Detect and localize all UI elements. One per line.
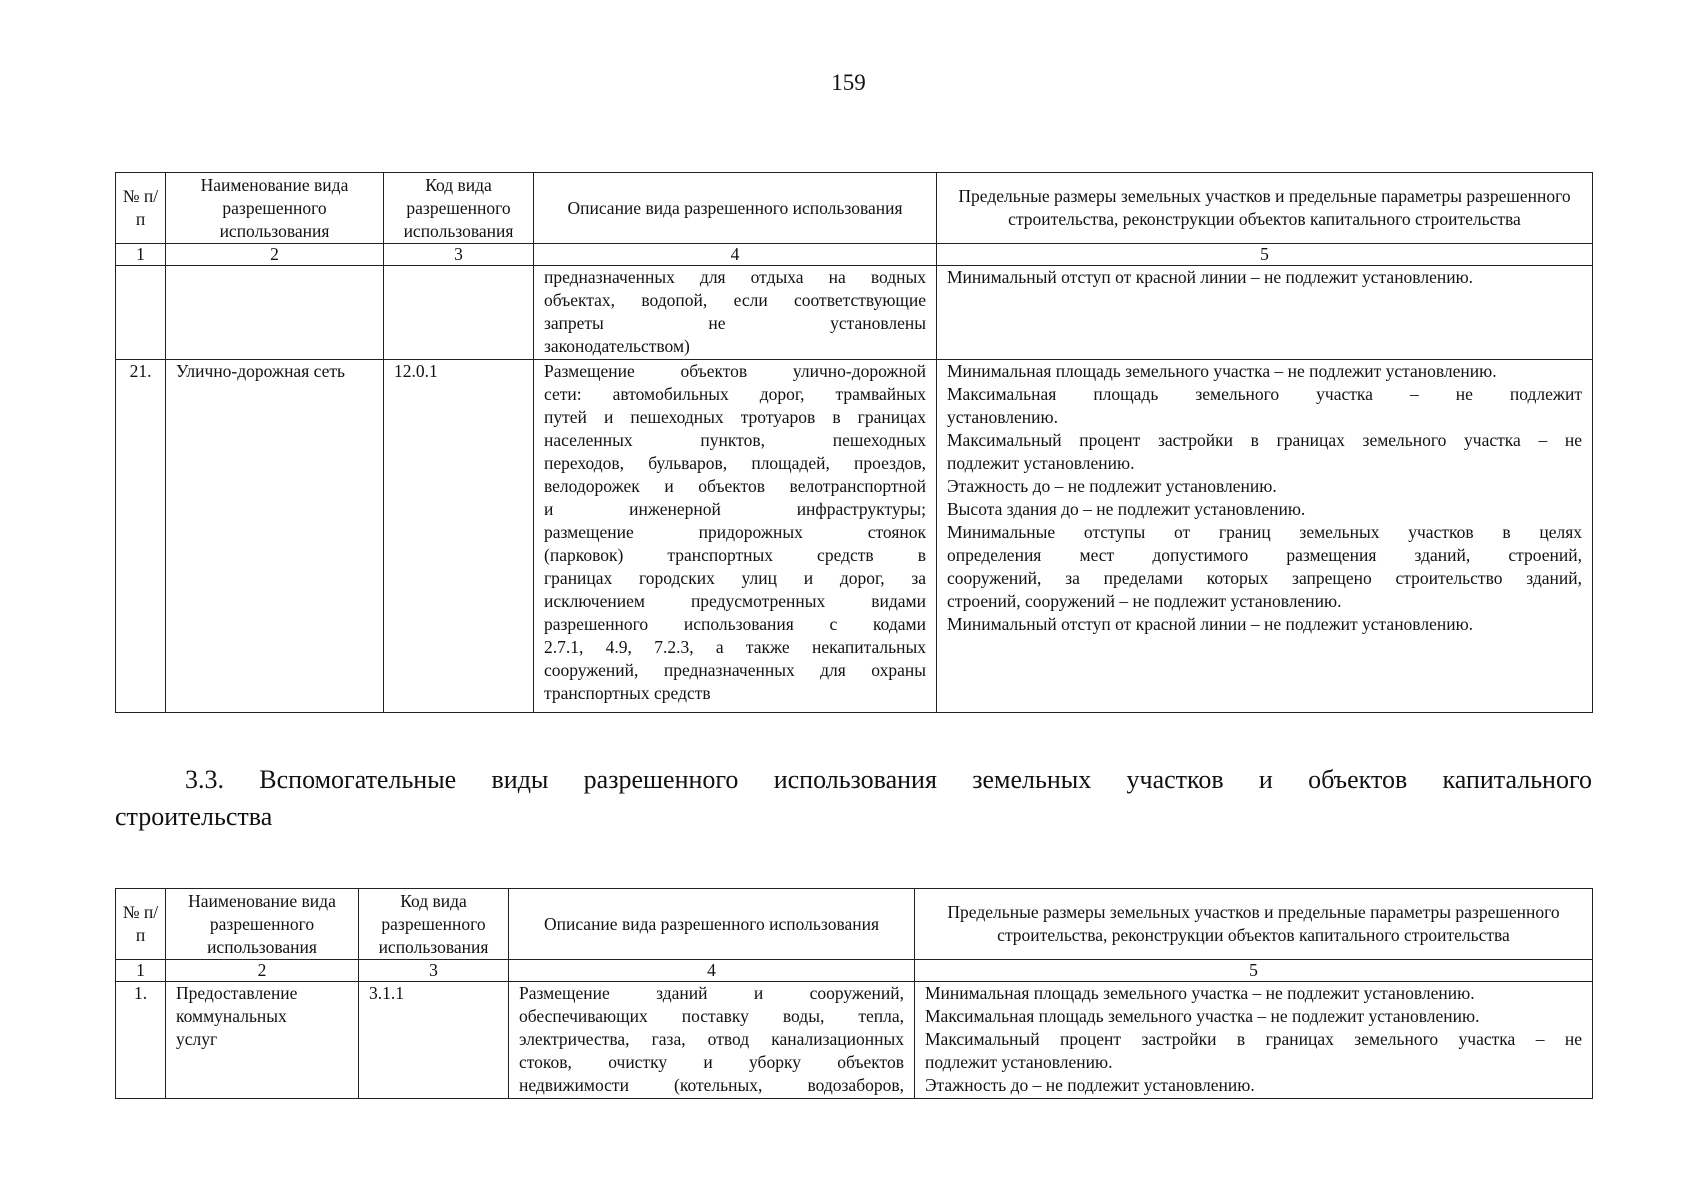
text-line: подлежит установлению. xyxy=(925,1052,1113,1072)
text-line: законодательством) xyxy=(544,336,690,356)
text-line: Минимальная площадь земельного участка – не подлежит установлению. xyxy=(925,983,1475,1003)
auxiliary-use-table xyxy=(115,888,1593,1099)
row-code: 12.0.1 xyxy=(384,360,534,713)
text-line: и инженерной инфраструктуры; xyxy=(544,499,926,519)
row-name: Улично-дорожная сеть xyxy=(166,360,384,713)
main-use-table xyxy=(115,172,1593,713)
column-number: 4 xyxy=(534,244,937,266)
text-line: установлению. xyxy=(947,407,1058,427)
text-line: Минимальный отступ от красной линии – не подлежит установлению. xyxy=(947,614,1474,634)
header-params: Предельные размеры земельных участков и предельные параметры разрешенного строительства, реконструкции объектов капитального строительства xyxy=(915,889,1593,960)
header-params: Предельные размеры земельных участков и предельные параметры разрешенного строительства, реконструкции объектов капитального строительства xyxy=(937,173,1593,244)
text-line: Высота здания до – не подлежит установлению. xyxy=(947,499,1306,519)
text-line: Максимальный процент застройки в границах земельного участка – не xyxy=(925,1029,1582,1049)
text-line: подлежит установлению. xyxy=(947,453,1135,473)
text-line: Максимальная площадь земельного участка – не подлежит xyxy=(947,384,1582,404)
text-line: путей и пешеходных тротуаров в границах xyxy=(544,407,926,427)
header-description: Описание вида разрешенного использования xyxy=(509,889,915,960)
row-code: 3.1.1 xyxy=(359,982,509,1099)
column-number: 2 xyxy=(166,960,359,982)
text-line: Предоставление xyxy=(176,983,298,1003)
text-line: границах городских улиц и дорог, за xyxy=(544,568,926,588)
text-line: Размещение объектов улично-дорожной xyxy=(544,361,926,381)
row-code xyxy=(384,266,534,360)
text-line: обеспечивающих поставку воды, тепла, xyxy=(519,1006,904,1026)
row-name xyxy=(166,266,384,360)
header-name: Наименование вида разрешенного использования xyxy=(166,889,359,960)
text-line: Максимальная площадь земельного участка – не подлежит установлению. xyxy=(925,1006,1480,1026)
text-line: Максимальный процент застройки в границах земельного участка – не xyxy=(947,430,1582,450)
header-description: Описание вида разрешенного использования xyxy=(534,173,937,244)
column-number: 1 xyxy=(116,244,166,266)
header-name: Наименование вида разрешенного использования xyxy=(166,173,384,244)
text-line: переходов, бульваров, площадей, проездов, xyxy=(544,453,926,473)
column-number: 5 xyxy=(915,960,1593,982)
text-line: Размещение зданий и сооружений, xyxy=(519,983,904,1003)
column-number: 5 xyxy=(937,244,1593,266)
row-description xyxy=(534,360,937,713)
text-line: транспортных средств xyxy=(544,683,711,703)
text-line: объектах, водопой, если соответствующие xyxy=(544,290,926,310)
text-line: недвижимости (котельных, водозаборов, xyxy=(519,1075,904,1095)
text-line: сооружений, за пределами которых запрещено строительство зданий, xyxy=(947,568,1582,588)
section-heading-line: 3.3. Вспомогательные виды разрешенного использования земельных участков и объектов капитального xyxy=(185,765,1592,794)
text-line: электричества, газа, отвод канализационных xyxy=(519,1029,904,1049)
text-line: предназначенных для отдыха на водных xyxy=(544,267,926,287)
page-number: 159 xyxy=(831,70,866,95)
text-line: разрешенного использования с кодами xyxy=(544,614,926,634)
table-row xyxy=(116,360,1593,713)
text-line: Минимальный отступ от красной линии – не подлежит установлению. xyxy=(947,267,1474,287)
text-line: сети: автомобильных дорог, трамвайных xyxy=(544,384,926,404)
text-line: 2.7.1, 4.9, 7.2.3, а также некапитальных xyxy=(544,637,926,657)
text-line: коммунальных xyxy=(176,1006,287,1026)
column-number: 2 xyxy=(166,244,384,266)
row-params xyxy=(937,266,1593,360)
row-num: 21. xyxy=(116,360,166,713)
text-line: Минимальные отступы от границ земельных участков в целях xyxy=(947,522,1582,542)
text-line: велодорожек и объектов велотранспортной xyxy=(544,476,926,496)
column-number: 3 xyxy=(384,244,534,266)
text-line: строений, сооружений – не подлежит установлению. xyxy=(947,591,1342,611)
text-line: услуг xyxy=(176,1029,218,1049)
text-line: Этажность до – не подлежит установлению. xyxy=(947,476,1277,496)
text-line: населенных пунктов, пешеходных xyxy=(544,430,926,450)
row-description xyxy=(534,266,937,360)
table-row xyxy=(116,982,1593,1099)
column-numbers-row xyxy=(116,244,1593,266)
table-header-row xyxy=(116,889,1593,960)
text-line: (парковок) транспортных средств в xyxy=(544,545,926,565)
text-line: Этажность до – не подлежит установлению. xyxy=(925,1075,1255,1095)
header-num: № п/п xyxy=(116,173,166,244)
column-number: 4 xyxy=(509,960,915,982)
row-num: 1. xyxy=(116,982,166,1099)
column-number: 1 xyxy=(116,960,166,982)
header-code: Код вида разрешенного использования xyxy=(359,889,509,960)
section-heading xyxy=(115,761,1592,835)
header-num: № п/п xyxy=(116,889,166,960)
text-line: сооружений, предназначенных для охраны xyxy=(544,660,926,680)
row-params xyxy=(915,982,1593,1099)
table-header-row xyxy=(116,173,1593,244)
text-line: запреты не установлены xyxy=(544,313,926,333)
text-line: Минимальная площадь земельного участка – не подлежит установлению. xyxy=(947,361,1497,381)
row-num xyxy=(116,266,166,360)
text-line: исключением предусмотренных видами xyxy=(544,591,926,611)
table-row xyxy=(116,266,1593,360)
column-number: 3 xyxy=(359,960,509,982)
text-line: размещение придорожных стоянок xyxy=(544,522,926,542)
text-line: стоков, очистку и уборку объектов xyxy=(519,1052,904,1072)
column-numbers-row xyxy=(116,960,1593,982)
row-description xyxy=(509,982,915,1099)
row-name xyxy=(166,982,359,1099)
header-code: Код вида разрешенного использования xyxy=(384,173,534,244)
section-heading-line: строительства xyxy=(115,802,273,831)
text-line: определения мест допустимого размещения зданий, строений, xyxy=(947,545,1582,565)
row-params xyxy=(937,360,1593,713)
